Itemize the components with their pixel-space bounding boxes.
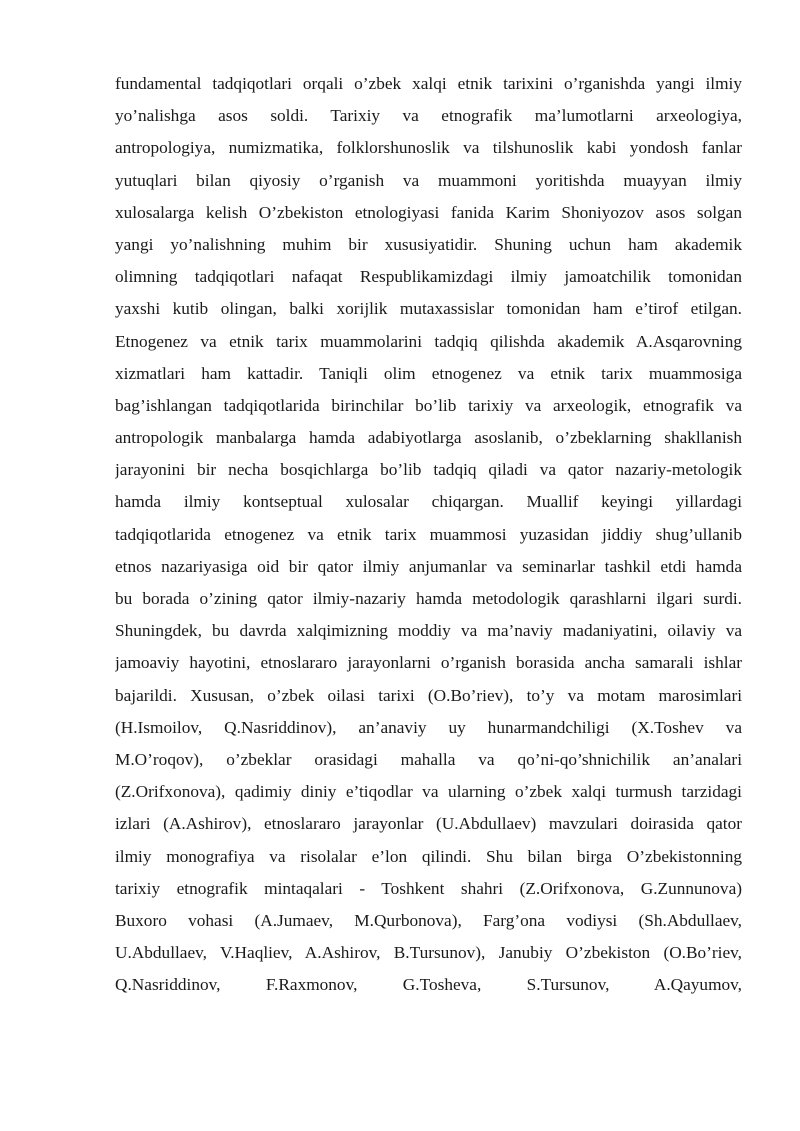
text-line: antropologiya, numizmatika, folklorshunoslik va tilshunoslik kabi yondosh fanlar	[115, 138, 742, 158]
text-line: yangi yo’nalishning muhim bir xususiyatidir. Shuning uchun ham akademik	[115, 234, 742, 254]
text-line: xizmatlari ham kattadir. Taniqli olim etnogenez va etnik tarix muammosiga	[115, 363, 742, 383]
text-line: fundamental tadqiqotlari orqali o’zbek xalqi etnik tarixini o’rganishda yangi ilmiy	[115, 74, 742, 93]
text-line: (Z.Orifxonova), qadimiy diniy e’tiqodlar va ularning o’zbek xalqi turmush tarzidagi	[115, 782, 742, 802]
text-line: jamoaviy hayotini, etnoslararo jarayonlarni o’rganish borasida ancha samarali ishlar	[115, 653, 742, 673]
text-line: ilmiy monografiya va risolalar e’lon qilindi. Shu bilan birga O’zbekistonning	[115, 846, 742, 866]
text-line: hamda ilmiy kontseptual xulosalar chiqargan. Muallif keyingi yillardagi	[115, 492, 742, 512]
text-line: bajarildi. Xususan, o’zbek oilasi tarixi (O.Bo’riev), to’y va motam marosimlari	[115, 685, 742, 705]
text-line: yutuqlari bilan qiyosiy o’rganish va muammoni yoritishda muayyan ilmiy	[115, 170, 742, 190]
text-line: Buxoro vohasi (A.Jumaev, M.Qurbonova), Farg’ona vodiysi (Sh.Abdullaev,	[115, 910, 742, 930]
text-line: Q.Nasriddinov, F.Raxmonov, G.Tosheva, S.Tursunov, A.Qayumov,	[115, 975, 742, 995]
text-line: Shuningdek, bu davrda xalqimizning moddiy va ma’naviy madaniyatini, oilaviy va	[115, 621, 742, 641]
text-line: olimning tadqiqotlari nafaqat Respublikamizdagi ilmiy jamoatchilik tomonidan	[115, 267, 742, 287]
text-line: tarixiy etnografik mintaqalari - Toshkent shahri (Z.Orifxonova, G.Zunnunova)	[115, 878, 742, 898]
text-line: U.Abdullaev, V.Haqliev, A.Ashirov, B.Tursunov), Janubiy O’zbekiston (O.Bo’riev,	[115, 943, 742, 963]
text-line: antropologik manbalarga hamda adabiyotlarga asoslanib, o’zbeklarning shakllanish	[115, 428, 742, 448]
text-line: Etnogenez va etnik tarix muammolarini tadqiq qilishda akademik A.Asqarovning	[115, 331, 742, 351]
text-line: yo’nalishga asos soldi. Tarixiy va etnografik ma’lumotlarni arxeologiya,	[115, 106, 742, 126]
text-line: yaxshi kutib olingan, balki xorijlik mutaxassislar tomonidan ham e’tirof etilgan.	[115, 299, 742, 319]
text-line: jarayonini bir necha bosqichlarga bo’lib tadqiq qiladi va qator nazariy-metologik	[115, 460, 742, 480]
text-line: izlari (A.Ashirov), etnoslararo jarayonlar (U.Abdullaev) mavzulari doirasida qator	[115, 814, 742, 834]
text-line: tadqiqotlarida etnogenez va etnik tarix muammosi yuzasidan jiddiy shug’ullanib	[115, 524, 742, 544]
text-line: etnos nazariyasiga oid bir qator ilmiy anjumanlar va seminarlar tashkil etdi hamda	[115, 556, 742, 576]
text-line: (H.Ismoilov, Q.Nasriddinov), an’anaviy uy hunarmandchiligi (X.Toshev va	[115, 717, 742, 737]
text-line: bag’ishlangan tadqiqotlarida birinchilar bo’lib tarixiy va arxeologik, etnografik va	[115, 395, 742, 415]
text-line: M.O’roqov), o’zbeklar orasidagi mahalla va qo’ni-qo’shnichilik an’analari	[115, 749, 742, 769]
text-line: xulosalarga kelish O’zbekiston etnologiyasi fanida Karim Shoniyozov asos solgan	[115, 202, 742, 222]
document-page	[115, 68, 742, 1001]
text-line: bu borada o’zining qator ilmiy-nazariy hamda metodologik qarashlarni ilgari surdi.	[115, 589, 742, 608]
